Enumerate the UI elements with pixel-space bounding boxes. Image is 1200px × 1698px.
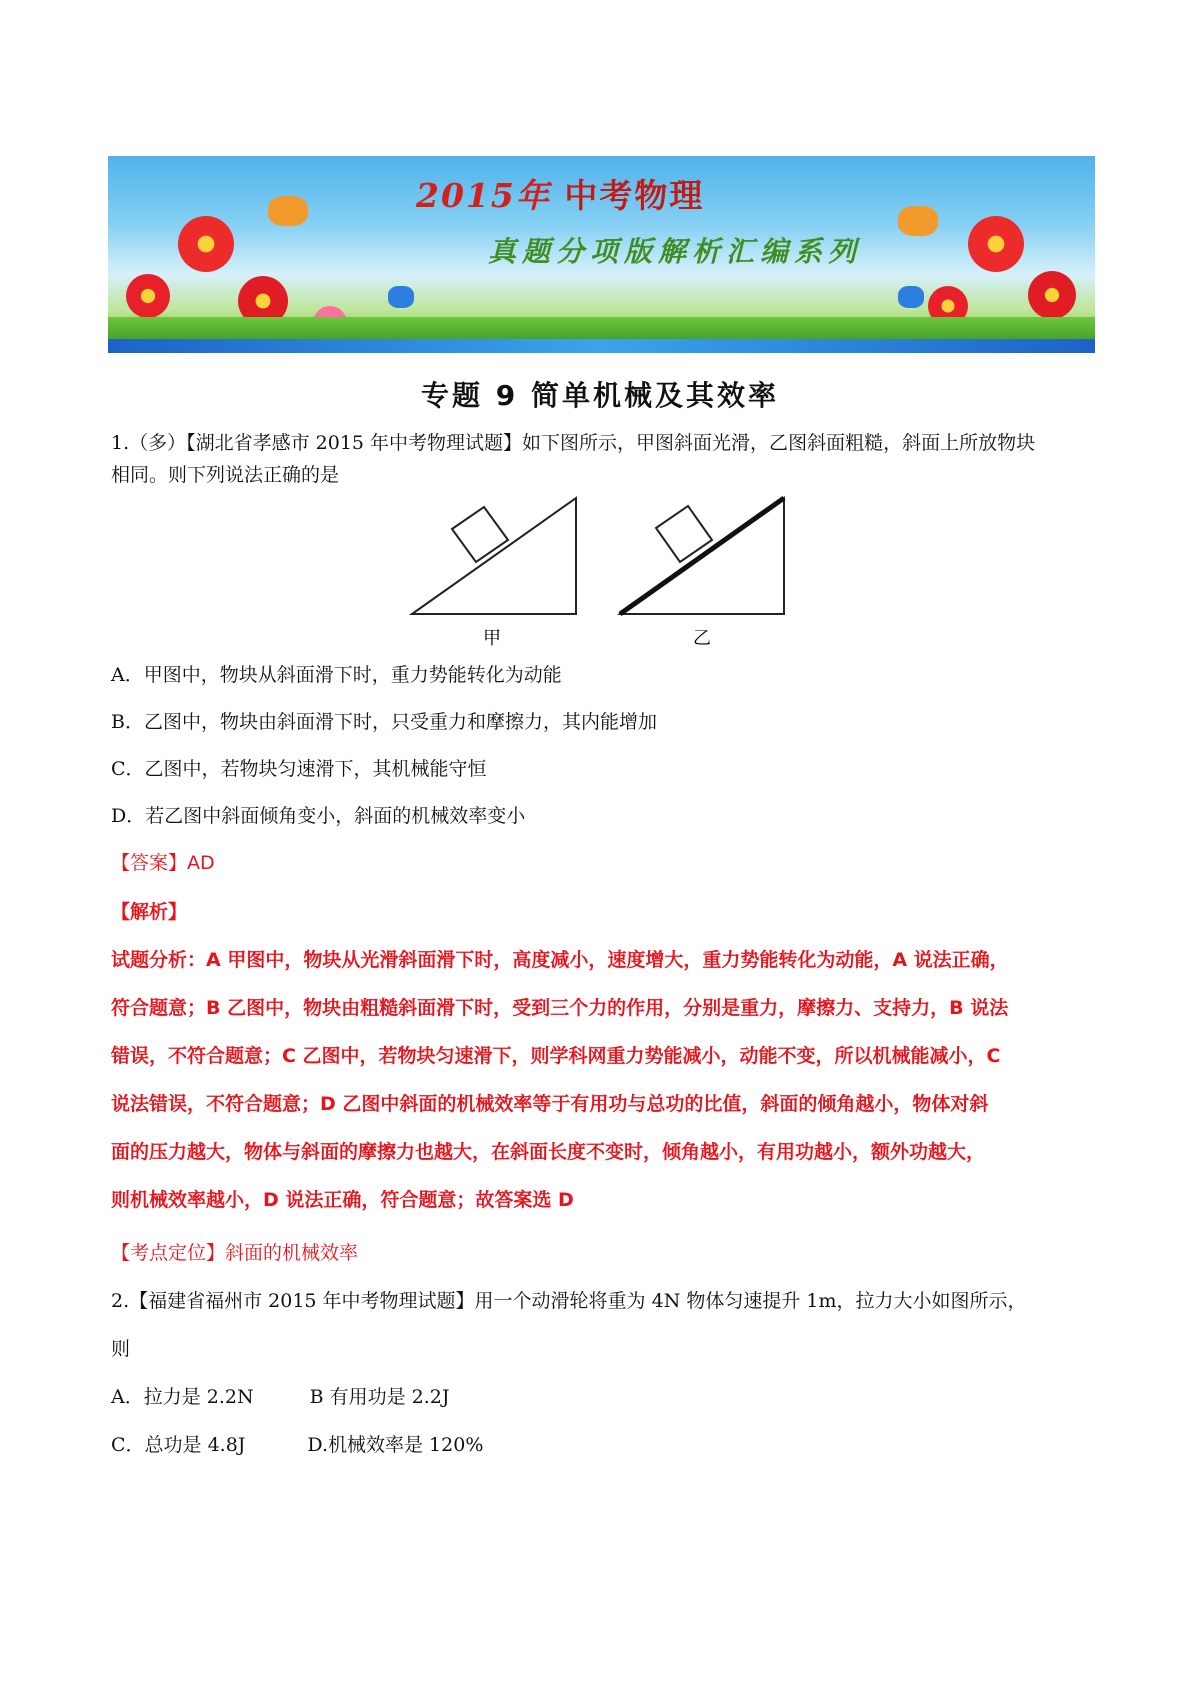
q1-stem-line1: 1.（多）【湖北省孝感市 2015 年中考物理试题】如下图所示，甲图斜面光滑，乙图斜面粗糙，斜面上所放物块	[111, 432, 1036, 454]
q1-option-b: B．乙图中，物块由斜面滑下时，只受重力和摩擦力，其内能增加	[111, 711, 657, 733]
kaodian-value: 斜面的机械效率	[225, 1242, 359, 1264]
analysis-line: 说法错误，不符合题意；D 乙图中斜面的机械效率等于有用功与总功的比值，斜面的倾角越小，物体对斜	[111, 1093, 989, 1115]
incline-smooth	[412, 498, 576, 614]
figure-label-jia: 甲	[483, 628, 501, 649]
analysis-line: 面的压力越大，物体与斜面的摩擦力也越大，在斜面长度不变时，倾角越小，有用功越小，额外功越大，	[111, 1141, 986, 1163]
banner-series: 真题分项版解析汇编系列	[488, 235, 863, 268]
page-title: 专题 9 简单机械及其效率	[421, 379, 779, 412]
analysis-line: 错误，不符合题意；C 乙图中，若物块匀速滑下，则学科网重力势能减小，动能不变，所以机械能减小，C	[111, 1045, 1001, 1067]
header-banner	[108, 156, 1095, 353]
q2-option-a: A．拉力是 2.2N	[111, 1386, 254, 1408]
q1-option-c: C．乙图中，若物块匀速滑下，其机械能守恒	[111, 758, 487, 780]
butterfly-icon	[898, 206, 938, 236]
butterfly-icon	[898, 286, 924, 308]
q1-option-d: D．若乙图中斜面倾角变小，斜面的机械效率变小	[111, 805, 526, 827]
kaodian-tag: 【考点定位】	[111, 1242, 226, 1264]
analysis-line: 符合题意；B 乙图中，物块由粗糙斜面滑下时，受到三个力的作用，分别是重力，摩擦力、支持力，B 说法	[111, 997, 1009, 1019]
analysis-line: 试题分析：A 甲图中，物块从光滑斜面滑下时，高度减小，速度增大，重力势能转化为动能，A 说法正确，	[111, 949, 1009, 971]
flower-decoration	[1028, 271, 1076, 319]
flower-decoration	[178, 216, 234, 272]
flower-decoration	[968, 216, 1024, 272]
banner-title	[416, 170, 704, 217]
analysis-line: 则机械效率越小，D 说法正确，符合题意；故答案选 D	[111, 1189, 574, 1211]
q1-analysis-tag	[111, 897, 1101, 927]
q2-option-d: D.机械效率是 120%	[307, 1434, 484, 1456]
butterfly-icon	[388, 286, 414, 308]
q1-answer	[111, 848, 1101, 878]
q2-options-row1	[111, 1382, 1101, 1412]
analysis-tag: 【解析】	[111, 901, 188, 923]
water-strip	[108, 339, 1095, 353]
banner-subject: 中考物理	[564, 176, 705, 215]
q2-stem-line1: 2.【福建省福州市 2015 年中考物理试题】用一个动滑轮将重为 4N 物体匀速提升 1m，拉力大小如图所示，	[111, 1290, 1027, 1312]
q1-stem-line2: 相同。则下列说法正确的是	[111, 464, 340, 486]
flower-decoration	[126, 274, 170, 318]
q1-option-a: A．甲图中，物块从斜面滑下时，重力势能转化为动能	[111, 664, 562, 686]
banner-year: 2015年	[416, 176, 551, 215]
incline-rough	[620, 498, 784, 614]
q1-kaodian	[111, 1238, 1101, 1268]
q2-stem-line2: 则	[111, 1338, 131, 1360]
q2-option-b: B 有用功是 2.2J	[309, 1386, 450, 1408]
q2-options-row2	[111, 1430, 1101, 1460]
answer-tag: 【答案】	[111, 852, 188, 874]
answer-value: AD	[187, 852, 215, 874]
butterfly-icon	[268, 196, 308, 226]
incline-figure	[400, 490, 800, 650]
figure-label-yi: 乙	[693, 628, 711, 649]
q2-option-c: C．总功是 4.8J	[111, 1434, 246, 1456]
